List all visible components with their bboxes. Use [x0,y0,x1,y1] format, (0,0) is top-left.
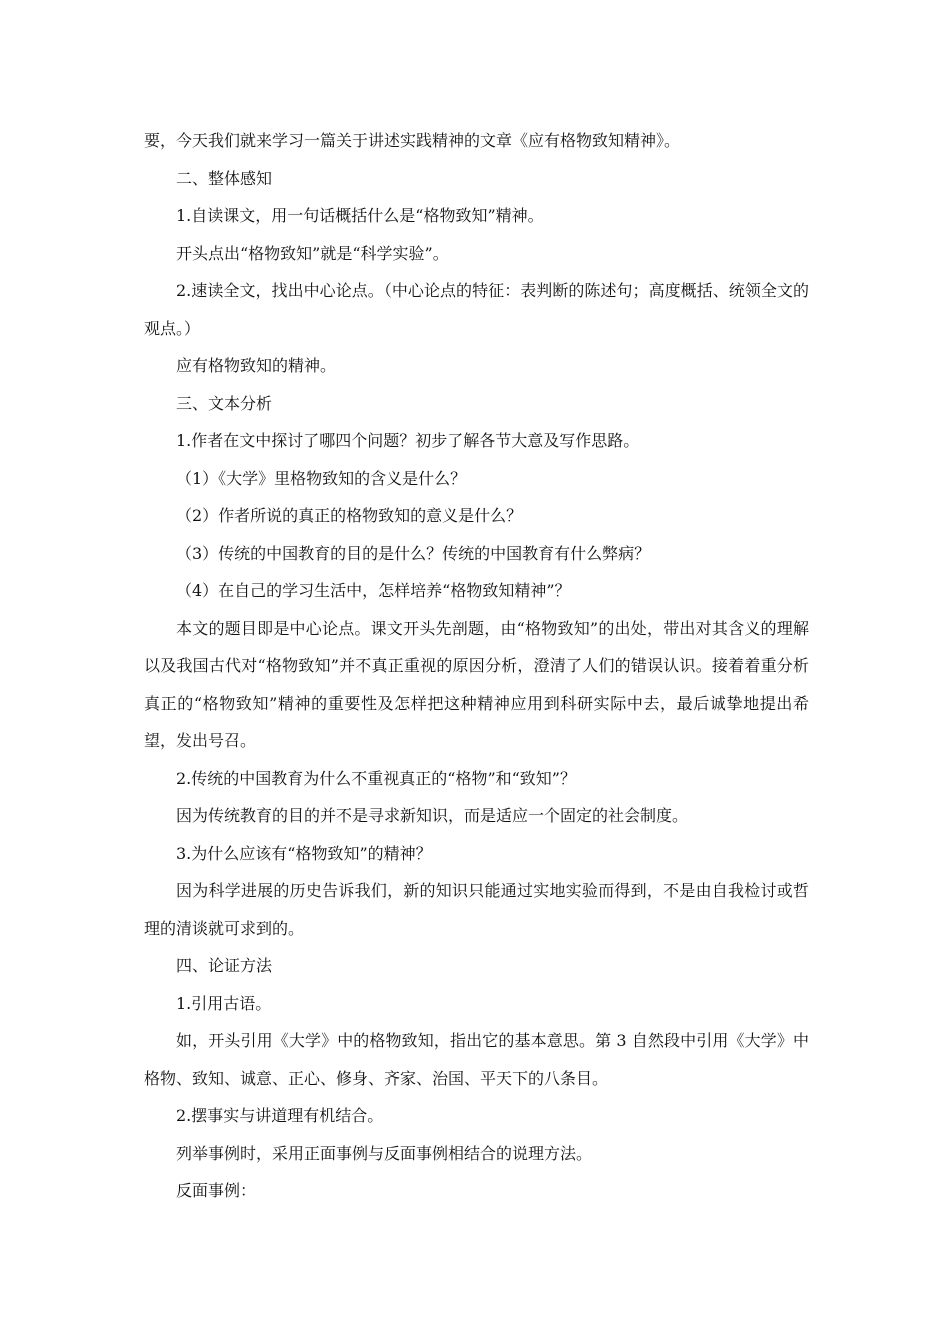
analysis-summary: 本文的题目即是中心论点。课文开头先剖题，由“格物致知”的出处，带出对其含义的理解以及我国古代对“格物致知”并不真正重视的原因分析，澄清了人们的错误认识。接着着重分析真正的“格物致知”精神的重要性及怎样把这种精神应用到科研实际中去，最后诚挚地提出希望，发出号召。 [144,618,809,750]
argument-method-2: 2.摆事实与讲道理有机结合。 [176,1106,384,1125]
argument-method-1: 1.引用古语。 [176,993,272,1013]
argument-method-1-example: 如，开头引用《大学》中的格物致知，指出它的基本意思。第 3 自然段中引用《大学》中格物、致知、诚意、正心、修身、齐家、治国、平天下的八条目。 [144,1031,809,1088]
answer-2: 应有格物致知的精神。 [176,356,337,375]
question-2: 2.速读全文，找出中心论点。（中心论点的特征：表判断的陈述句；高度概括、统领全文的观点。） [144,281,809,338]
analysis-question-1: 1.作者在文中探讨了哪四个问题？初步了解各节大意及写作思路。 [176,431,640,450]
section-heading-analysis: 三、文本分析 [176,393,273,413]
negative-examples-label: 反面事例： [176,1181,257,1200]
question-1: 1.自读课文，用一句话概括什么是“格物致知”精神。 [176,206,544,225]
sub-question-1: （1）《大学》里格物致知的含义是什么？ [176,468,467,488]
analysis-question-2: 2.传统的中国教育为什么不重视真正的“格物”和“致知”？ [176,768,576,788]
analysis-answer-3: 因为科学进展的历史告诉我们，新的知识只能通过实地实验而得到，不是由自我检讨或哲理的清谈就可求到的。 [144,881,809,938]
analysis-question-3: 3.为什么应该有“格物致知”的精神？ [176,843,432,863]
analysis-answer-2: 因为传统教育的目的并不是寻求新知识，而是适应一个固定的社会制度。 [176,806,689,825]
section-heading-argument: 四、论证方法 [176,956,273,975]
answer-1: 开头点出“格物致知”就是“科学实验”。 [176,243,449,263]
paragraph-intro-tail: 要，今天我们就来学习一篇关于讲述实践精神的文章《应有格物致知精神》。 [144,131,681,150]
sub-question-3: （3）传统的中国教育的目的是什么？传统的中国教育有什么弊病？ [176,543,651,563]
section-heading-overall: 二、整体感知 [176,168,273,188]
argument-method-2-detail: 列举事例时，采用正面事例与反面事例相结合的说理方法。 [176,1143,593,1163]
sub-question-2: （2）作者所说的真正的格物致知的意义是什么？ [176,506,523,525]
document-body [144,122,809,1210]
sub-question-4: （4）在自己的学习生活中，怎样培养“格物致知精神”？ [176,581,571,600]
